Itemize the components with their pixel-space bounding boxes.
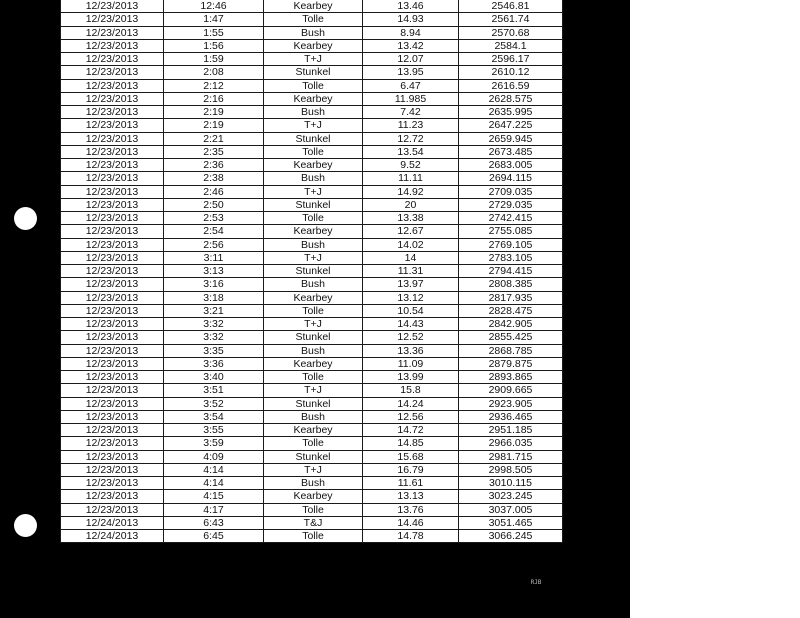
date-cell: 12/23/2013: [61, 463, 164, 476]
value-cell: 14.43: [363, 318, 459, 331]
table-row: [61, 450, 563, 463]
total-cell: 2794.415: [459, 265, 563, 278]
value-cell: 12.56: [363, 410, 459, 423]
total-cell: 2923.905: [459, 397, 563, 410]
total-cell: 2855.425: [459, 331, 563, 344]
name-cell: Stunkel: [264, 66, 363, 79]
date-cell: 12/23/2013: [61, 424, 164, 437]
name-cell: T+J: [264, 384, 363, 397]
total-cell: 3051.465: [459, 516, 563, 529]
time-cell: 2:36: [164, 159, 264, 172]
time-cell: 3:55: [164, 424, 264, 437]
time-cell: 3:32: [164, 331, 264, 344]
time-cell: 4:15: [164, 490, 264, 503]
date-cell: 12/24/2013: [61, 516, 164, 529]
total-cell: 2808.385: [459, 278, 563, 291]
name-cell: Bush: [264, 26, 363, 39]
name-cell: T+J: [264, 318, 363, 331]
table-row: [61, 503, 563, 516]
table-row: [61, 344, 563, 357]
total-cell: 2936.465: [459, 410, 563, 423]
name-cell: Kearbey: [264, 225, 363, 238]
total-cell: 2616.59: [459, 79, 563, 92]
total-cell: 2635.995: [459, 106, 563, 119]
total-cell: 2673.485: [459, 145, 563, 158]
value-cell: 12.67: [363, 225, 459, 238]
total-cell: 2951.185: [459, 424, 563, 437]
date-cell: 12/23/2013: [61, 371, 164, 384]
value-cell: 15.68: [363, 450, 459, 463]
total-cell: 2596.17: [459, 53, 563, 66]
date-cell: 12/23/2013: [61, 304, 164, 317]
date-cell: 12/23/2013: [61, 79, 164, 92]
date-cell: 12/23/2013: [61, 344, 164, 357]
table-row: [61, 384, 563, 397]
table-row: [61, 437, 563, 450]
date-cell: 12/23/2013: [61, 384, 164, 397]
name-cell: Stunkel: [264, 450, 363, 463]
table-row: [61, 53, 563, 66]
total-cell: 3037.005: [459, 503, 563, 516]
name-cell: Stunkel: [264, 198, 363, 211]
value-cell: 9.52: [363, 159, 459, 172]
value-cell: 14.24: [363, 397, 459, 410]
time-cell: 2:38: [164, 172, 264, 185]
value-cell: 11.23: [363, 119, 459, 132]
value-cell: 14.02: [363, 238, 459, 251]
date-cell: 12/23/2013: [61, 106, 164, 119]
date-cell: 12/23/2013: [61, 92, 164, 105]
value-cell: 15.8: [363, 384, 459, 397]
date-cell: 12/23/2013: [61, 159, 164, 172]
name-cell: T+J: [264, 119, 363, 132]
name-cell: T+J: [264, 251, 363, 264]
total-cell: 3010.115: [459, 477, 563, 490]
table-row: [61, 92, 563, 105]
table-row: [61, 490, 563, 503]
date-cell: 12/23/2013: [61, 0, 164, 13]
date-cell: 12/23/2013: [61, 185, 164, 198]
log-table-body: [61, 0, 563, 543]
date-cell: 12/23/2013: [61, 26, 164, 39]
date-cell: 12/23/2013: [61, 225, 164, 238]
value-cell: 14.72: [363, 424, 459, 437]
table-row: [61, 424, 563, 437]
time-cell: 6:45: [164, 530, 264, 543]
value-cell: 14.78: [363, 530, 459, 543]
total-cell: 2842.905: [459, 318, 563, 331]
value-cell: 20: [363, 198, 459, 211]
table-row: [61, 251, 563, 264]
time-cell: 2:46: [164, 185, 264, 198]
table-row: [61, 66, 563, 79]
date-cell: 12/23/2013: [61, 172, 164, 185]
total-cell: 2817.935: [459, 291, 563, 304]
time-cell: 6:43: [164, 516, 264, 529]
date-cell: 12/23/2013: [61, 132, 164, 145]
total-cell: 2981.715: [459, 450, 563, 463]
value-cell: 11.31: [363, 265, 459, 278]
time-cell: 2:50: [164, 198, 264, 211]
name-cell: Bush: [264, 410, 363, 423]
date-cell: 12/23/2013: [61, 410, 164, 423]
value-cell: 14.92: [363, 185, 459, 198]
total-cell: 2561.74: [459, 13, 563, 26]
table-row: [61, 318, 563, 331]
time-cell: 3:35: [164, 344, 264, 357]
total-cell: 2966.035: [459, 437, 563, 450]
name-cell: T&J: [264, 516, 363, 529]
table-row: [61, 39, 563, 52]
table-row: [61, 477, 563, 490]
date-cell: 12/23/2013: [61, 238, 164, 251]
footer-mark: RJB: [530, 579, 542, 586]
value-cell: 10.54: [363, 304, 459, 317]
name-cell: Stunkel: [264, 397, 363, 410]
table-row: [61, 0, 563, 13]
binder-hole-top: [14, 207, 37, 230]
total-cell: 2769.105: [459, 238, 563, 251]
table-row: [61, 291, 563, 304]
time-cell: 2:35: [164, 145, 264, 158]
total-cell: 2628.575: [459, 92, 563, 105]
value-cell: 11.61: [363, 477, 459, 490]
table-row: [61, 238, 563, 251]
value-cell: 6.47: [363, 79, 459, 92]
total-cell: 2570.68: [459, 26, 563, 39]
name-cell: T+J: [264, 463, 363, 476]
time-cell: 1:55: [164, 26, 264, 39]
total-cell: 2879.875: [459, 357, 563, 370]
time-cell: 3:11: [164, 251, 264, 264]
table-row: [61, 212, 563, 225]
name-cell: Kearbey: [264, 291, 363, 304]
name-cell: Kearbey: [264, 0, 363, 13]
name-cell: Tolle: [264, 212, 363, 225]
table-row: [61, 530, 563, 543]
date-cell: 12/23/2013: [61, 397, 164, 410]
date-cell: 12/24/2013: [61, 530, 164, 543]
table-row: [61, 397, 563, 410]
value-cell: 14: [363, 251, 459, 264]
date-cell: 12/23/2013: [61, 13, 164, 26]
name-cell: Kearbey: [264, 357, 363, 370]
name-cell: Tolle: [264, 437, 363, 450]
total-cell: 2729.035: [459, 198, 563, 211]
log-table: [60, 0, 563, 543]
name-cell: Bush: [264, 344, 363, 357]
time-cell: 3:18: [164, 291, 264, 304]
name-cell: Kearbey: [264, 92, 363, 105]
total-cell: 2755.085: [459, 225, 563, 238]
time-cell: 1:56: [164, 39, 264, 52]
name-cell: Kearbey: [264, 159, 363, 172]
total-cell: 2742.415: [459, 212, 563, 225]
name-cell: Tolle: [264, 13, 363, 26]
total-cell: 3066.245: [459, 530, 563, 543]
value-cell: 13.36: [363, 344, 459, 357]
value-cell: 11.11: [363, 172, 459, 185]
total-cell: 2709.035: [459, 185, 563, 198]
date-cell: 12/23/2013: [61, 53, 164, 66]
date-cell: 12/23/2013: [61, 357, 164, 370]
table-row: [61, 371, 563, 384]
total-cell: 2584.1: [459, 39, 563, 52]
table-row: [61, 198, 563, 211]
total-cell: 2694.115: [459, 172, 563, 185]
time-cell: 1:47: [164, 13, 264, 26]
time-cell: 3:32: [164, 318, 264, 331]
name-cell: Stunkel: [264, 331, 363, 344]
date-cell: 12/23/2013: [61, 318, 164, 331]
time-cell: 2:54: [164, 225, 264, 238]
value-cell: 8.94: [363, 26, 459, 39]
value-cell: 12.07: [363, 53, 459, 66]
value-cell: 13.76: [363, 503, 459, 516]
date-cell: 12/23/2013: [61, 437, 164, 450]
value-cell: 13.42: [363, 39, 459, 52]
name-cell: Stunkel: [264, 132, 363, 145]
time-cell: 3:52: [164, 397, 264, 410]
date-cell: 12/23/2013: [61, 39, 164, 52]
name-cell: Stunkel: [264, 265, 363, 278]
table-row: [61, 410, 563, 423]
time-cell: 4:17: [164, 503, 264, 516]
name-cell: Bush: [264, 477, 363, 490]
time-cell: 2:12: [164, 79, 264, 92]
date-cell: 12/23/2013: [61, 265, 164, 278]
binder-hole-bottom: [14, 514, 37, 537]
date-cell: 12/23/2013: [61, 212, 164, 225]
value-cell: 14.85: [363, 437, 459, 450]
name-cell: Kearbey: [264, 39, 363, 52]
value-cell: 13.38: [363, 212, 459, 225]
value-cell: 7.42: [363, 106, 459, 119]
date-cell: 12/23/2013: [61, 503, 164, 516]
time-cell: 3:54: [164, 410, 264, 423]
name-cell: Tolle: [264, 79, 363, 92]
name-cell: Tolle: [264, 371, 363, 384]
table-row: [61, 185, 563, 198]
time-cell: 2:19: [164, 106, 264, 119]
time-cell: 3:21: [164, 304, 264, 317]
table-row: [61, 132, 563, 145]
date-cell: 12/23/2013: [61, 66, 164, 79]
table-row: [61, 516, 563, 529]
name-cell: Tolle: [264, 530, 363, 543]
name-cell: Tolle: [264, 145, 363, 158]
total-cell: 2659.945: [459, 132, 563, 145]
total-cell: 2828.475: [459, 304, 563, 317]
date-cell: 12/23/2013: [61, 490, 164, 503]
table-row: [61, 106, 563, 119]
time-cell: 2:53: [164, 212, 264, 225]
date-cell: 12/23/2013: [61, 331, 164, 344]
total-cell: 2909.665: [459, 384, 563, 397]
table-row: [61, 172, 563, 185]
value-cell: 16.79: [363, 463, 459, 476]
time-cell: 12:46: [164, 0, 264, 13]
value-cell: 13.97: [363, 278, 459, 291]
table-row: [61, 26, 563, 39]
table-row: [61, 119, 563, 132]
total-cell: 2783.105: [459, 251, 563, 264]
value-cell: 12.52: [363, 331, 459, 344]
time-cell: 4:14: [164, 463, 264, 476]
table-row: [61, 13, 563, 26]
name-cell: Bush: [264, 172, 363, 185]
name-cell: Bush: [264, 106, 363, 119]
value-cell: 13.12: [363, 291, 459, 304]
name-cell: Bush: [264, 278, 363, 291]
table-row: [61, 331, 563, 344]
name-cell: Bush: [264, 238, 363, 251]
table-row: [61, 278, 563, 291]
name-cell: T+J: [264, 185, 363, 198]
name-cell: Kearbey: [264, 490, 363, 503]
total-cell: 2683.005: [459, 159, 563, 172]
time-cell: 2:56: [164, 238, 264, 251]
value-cell: 14.46: [363, 516, 459, 529]
table-row: [61, 463, 563, 476]
total-cell: 2998.505: [459, 463, 563, 476]
value-cell: 12.72: [363, 132, 459, 145]
time-cell: 2:08: [164, 66, 264, 79]
time-cell: 2:21: [164, 132, 264, 145]
value-cell: 13.95: [363, 66, 459, 79]
time-cell: 3:59: [164, 437, 264, 450]
time-cell: 3:13: [164, 265, 264, 278]
date-cell: 12/23/2013: [61, 145, 164, 158]
date-cell: 12/23/2013: [61, 251, 164, 264]
table-row: [61, 79, 563, 92]
total-cell: 2546.81: [459, 0, 563, 13]
table-row: [61, 357, 563, 370]
value-cell: 13.54: [363, 145, 459, 158]
date-cell: 12/23/2013: [61, 278, 164, 291]
table-row: [61, 145, 563, 158]
time-cell: 2:16: [164, 92, 264, 105]
name-cell: Kearbey: [264, 424, 363, 437]
time-cell: 3:16: [164, 278, 264, 291]
value-cell: 13.46: [363, 0, 459, 13]
name-cell: Tolle: [264, 503, 363, 516]
name-cell: Tolle: [264, 304, 363, 317]
value-cell: 11.985: [363, 92, 459, 105]
table-row: [61, 304, 563, 317]
time-cell: 3:40: [164, 371, 264, 384]
value-cell: 13.13: [363, 490, 459, 503]
time-cell: 2:19: [164, 119, 264, 132]
total-cell: 2647.225: [459, 119, 563, 132]
time-cell: 4:14: [164, 477, 264, 490]
time-cell: 3:51: [164, 384, 264, 397]
total-cell: 2610.12: [459, 66, 563, 79]
date-cell: 12/23/2013: [61, 198, 164, 211]
total-cell: 2868.785: [459, 344, 563, 357]
table-row: [61, 225, 563, 238]
value-cell: 11.09: [363, 357, 459, 370]
date-cell: 12/23/2013: [61, 119, 164, 132]
total-cell: 2893.865: [459, 371, 563, 384]
time-cell: 4:09: [164, 450, 264, 463]
value-cell: 13.99: [363, 371, 459, 384]
name-cell: T+J: [264, 53, 363, 66]
time-cell: 3:36: [164, 357, 264, 370]
time-cell: 1:59: [164, 53, 264, 66]
value-cell: 14.93: [363, 13, 459, 26]
table-row: [61, 159, 563, 172]
total-cell: 3023.245: [459, 490, 563, 503]
date-cell: 12/23/2013: [61, 291, 164, 304]
date-cell: 12/23/2013: [61, 477, 164, 490]
table-row: [61, 265, 563, 278]
date-cell: 12/23/2013: [61, 450, 164, 463]
